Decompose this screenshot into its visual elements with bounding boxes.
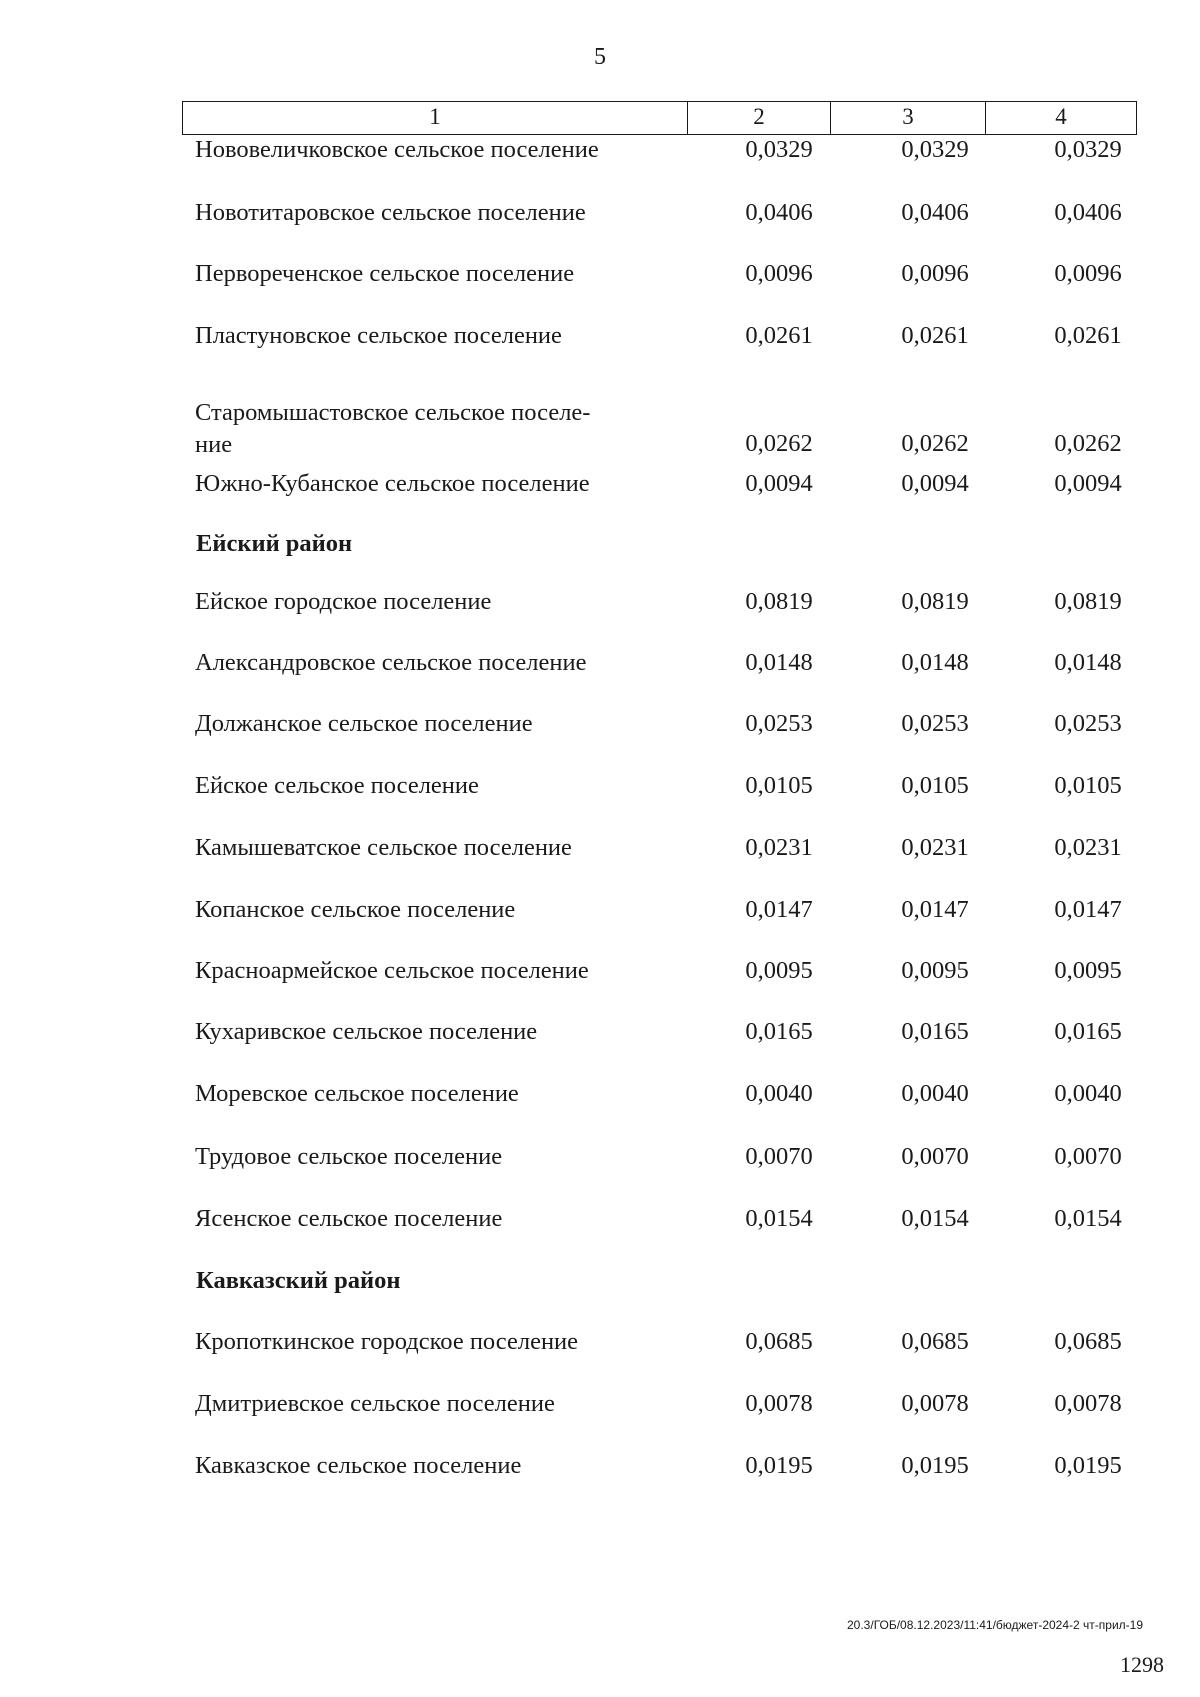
value-col-3: 0,0685 bbox=[901, 1328, 969, 1355]
value-col-4: 0,0819 bbox=[1054, 588, 1122, 615]
settlement-name: Ясенское сельское поселение bbox=[195, 1205, 503, 1232]
value-col-3: 0,0253 bbox=[901, 710, 969, 737]
value-col-2: 0,0819 bbox=[745, 588, 813, 615]
value-col-4: 0,0406 bbox=[1054, 199, 1122, 226]
settlement-name: Дмитриевское сельское поселение bbox=[195, 1390, 555, 1417]
value-col-3: 0,0165 bbox=[901, 1018, 969, 1045]
value-col-2: 0,0406 bbox=[745, 199, 813, 226]
value-col-4: 0,0096 bbox=[1054, 260, 1122, 287]
settlement-name: Красноармейское сельское поселение bbox=[195, 957, 589, 984]
settlement-name: Старомышастовское сельское поселе- ние bbox=[195, 399, 591, 458]
value-col-3: 0,0070 bbox=[901, 1143, 969, 1170]
group-title: Кавказский район bbox=[196, 1267, 401, 1294]
value-col-3: 0,0095 bbox=[901, 957, 969, 984]
page-number: 5 bbox=[594, 44, 606, 70]
value-col-2: 0,0105 bbox=[745, 772, 813, 799]
value-col-2: 0,0253 bbox=[745, 710, 813, 737]
settlement-name: Южно-Кубанское сельское поселение bbox=[195, 470, 590, 497]
settlement-name: Нововеличковское сельское поселение bbox=[195, 136, 599, 163]
header-col-4: 4 bbox=[1055, 104, 1067, 129]
value-col-4: 0,0262 bbox=[1054, 430, 1122, 457]
value-col-4: 0,0261 bbox=[1054, 322, 1122, 349]
value-col-4: 0,0070 bbox=[1054, 1143, 1122, 1170]
value-col-2: 0,0329 bbox=[745, 136, 813, 163]
value-col-4: 0,0253 bbox=[1054, 710, 1122, 737]
value-col-4: 0,0231 bbox=[1054, 834, 1122, 861]
value-col-4: 0,0105 bbox=[1054, 772, 1122, 799]
value-col-2: 0,0095 bbox=[745, 957, 813, 984]
settlement-name: Ейское городское поселение bbox=[195, 588, 492, 615]
table-header bbox=[182, 101, 1137, 135]
value-col-3: 0,0195 bbox=[901, 1452, 969, 1479]
value-col-2: 0,0147 bbox=[745, 896, 813, 923]
settlement-name: Кавказское сельское поселение bbox=[195, 1452, 522, 1479]
value-col-4: 0,0040 bbox=[1054, 1080, 1122, 1107]
settlement-name: Должанское сельское поселение bbox=[195, 710, 533, 737]
value-col-2: 0,0040 bbox=[745, 1080, 813, 1107]
value-col-4: 0,0095 bbox=[1054, 957, 1122, 984]
value-col-3: 0,0406 bbox=[901, 199, 969, 226]
value-col-4: 0,0329 bbox=[1054, 136, 1122, 163]
value-col-4: 0,0078 bbox=[1054, 1390, 1122, 1417]
header-col-2: 2 bbox=[688, 102, 831, 134]
settlement-name: Новотитаровское сельское поселение bbox=[195, 199, 586, 226]
value-col-2: 0,0195 bbox=[745, 1452, 813, 1479]
value-col-4: 0,0195 bbox=[1054, 1452, 1122, 1479]
settlement-name: Моревское сельское поселение bbox=[195, 1080, 519, 1107]
value-col-4: 0,0154 bbox=[1054, 1205, 1122, 1232]
value-col-3: 0,0154 bbox=[901, 1205, 969, 1232]
settlement-name: Камышеватское сельское поселение bbox=[195, 834, 572, 861]
value-col-2: 0,0148 bbox=[745, 649, 813, 676]
value-col-2: 0,0231 bbox=[745, 834, 813, 861]
value-col-2: 0,0685 bbox=[745, 1328, 813, 1355]
value-col-2: 0,0078 bbox=[745, 1390, 813, 1417]
value-col-3: 0,0262 bbox=[901, 430, 969, 457]
header-col-1: 1 bbox=[183, 102, 688, 134]
value-col-3: 0,0094 bbox=[901, 470, 969, 497]
value-col-3: 0,0819 bbox=[901, 588, 969, 615]
document-code: 20.3/ГОБ/08.12.2023/11:41/бюджет-2024-2 чт-прил-19 bbox=[847, 1618, 1143, 1632]
value-col-3: 0,0096 bbox=[901, 260, 969, 287]
settlement-name: Трудовое сельское поселение bbox=[195, 1143, 503, 1170]
header-col-3: 3 bbox=[831, 102, 986, 134]
value-col-4: 0,0685 bbox=[1054, 1328, 1122, 1355]
group-title: Ейский район bbox=[196, 530, 353, 557]
settlement-name: Ейское сельское поселение bbox=[195, 772, 479, 799]
value-col-2: 0,0070 bbox=[745, 1143, 813, 1170]
value-col-2: 0,0165 bbox=[745, 1018, 813, 1045]
settlement-name: Первореченское сельское поселение bbox=[195, 260, 575, 287]
value-col-4: 0,0165 bbox=[1054, 1018, 1122, 1045]
value-col-2: 0,0261 bbox=[745, 322, 813, 349]
settlement-name: Александровское сельское поселение bbox=[195, 649, 587, 676]
value-col-4: 0,0148 bbox=[1054, 649, 1122, 676]
value-col-4: 0,0094 bbox=[1054, 470, 1122, 497]
sheet-number: 1298 bbox=[1120, 1652, 1164, 1677]
value-col-3: 0,0147 bbox=[901, 896, 969, 923]
value-col-2: 0,0096 bbox=[745, 260, 813, 287]
value-col-2: 0,0154 bbox=[745, 1205, 813, 1232]
value-col-3: 0,0078 bbox=[901, 1390, 969, 1417]
value-col-3: 0,0105 bbox=[901, 772, 969, 799]
value-col-3: 0,0329 bbox=[901, 136, 969, 163]
value-col-3: 0,0261 bbox=[901, 322, 969, 349]
settlement-name: Кропоткинское городское поселение bbox=[195, 1328, 579, 1355]
settlement-name: Кухаривское сельское поселение bbox=[195, 1018, 538, 1045]
settlement-name: Копанское сельское поселение bbox=[195, 896, 516, 923]
value-col-3: 0,0040 bbox=[901, 1080, 969, 1107]
value-col-3: 0,0231 bbox=[901, 834, 969, 861]
value-col-2: 0,0262 bbox=[745, 430, 813, 457]
value-col-2: 0,0094 bbox=[745, 470, 813, 497]
value-col-4: 0,0147 bbox=[1054, 896, 1122, 923]
value-col-3: 0,0148 bbox=[901, 649, 969, 676]
settlement-name: Пластуновское сельское поселение bbox=[195, 322, 562, 349]
